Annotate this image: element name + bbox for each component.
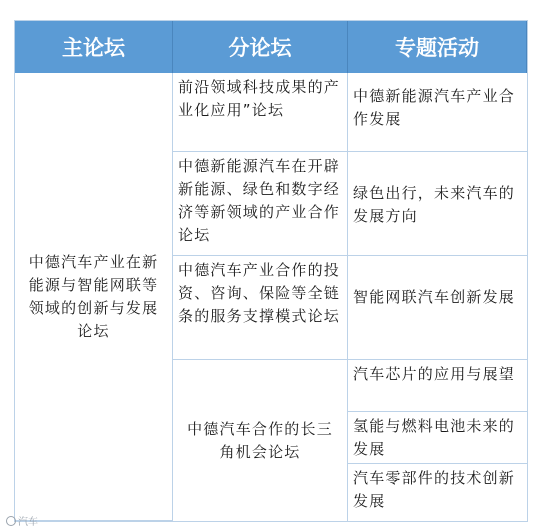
topic-2: 绿色出行，未来汽车的发展方向 [348, 152, 527, 256]
watermark-text: 汽车 [18, 517, 38, 528]
topic-5: 氢能与燃料电池未来的发展 [348, 412, 527, 464]
main-forum-text: 中德汽车产业在新能源与智能网联等领域的创新与发展论坛 [28, 252, 159, 340]
header-topic-activity: 专题活动 [348, 21, 527, 73]
sub-forum-4 [173, 360, 348, 521]
main-forum-cell [15, 73, 173, 521]
sub-forum-1: 前沿领域科技成果的产业化应用”论坛 [173, 73, 348, 152]
topic-1: 中德新能源汽车产业合作发展 [348, 73, 527, 152]
sub-forum-4-text: 中德汽车合作的长三角机会论坛 [187, 419, 333, 461]
watermark [6, 513, 38, 528]
header-main-forum: 主论坛 [15, 21, 173, 73]
forum-table [14, 20, 528, 522]
topic-3: 智能网联汽车创新发展 [348, 256, 527, 360]
sub-forum-3: 中德汽车产业合作的投资、咨询、保险等全链条的服务支撑模式论坛 [173, 256, 348, 360]
sub-forum-2: 中德新能源汽车在开辟新能源、绿色和数字经济等新领域的产业合作论坛 [173, 152, 348, 256]
topic-4: 汽车芯片的应用与展望 [348, 360, 527, 412]
header-sub-forum: 分论坛 [173, 21, 348, 73]
watermark-logo-icon [6, 516, 16, 526]
topic-6: 汽车零部件的技术创新发展 [353, 469, 516, 510]
